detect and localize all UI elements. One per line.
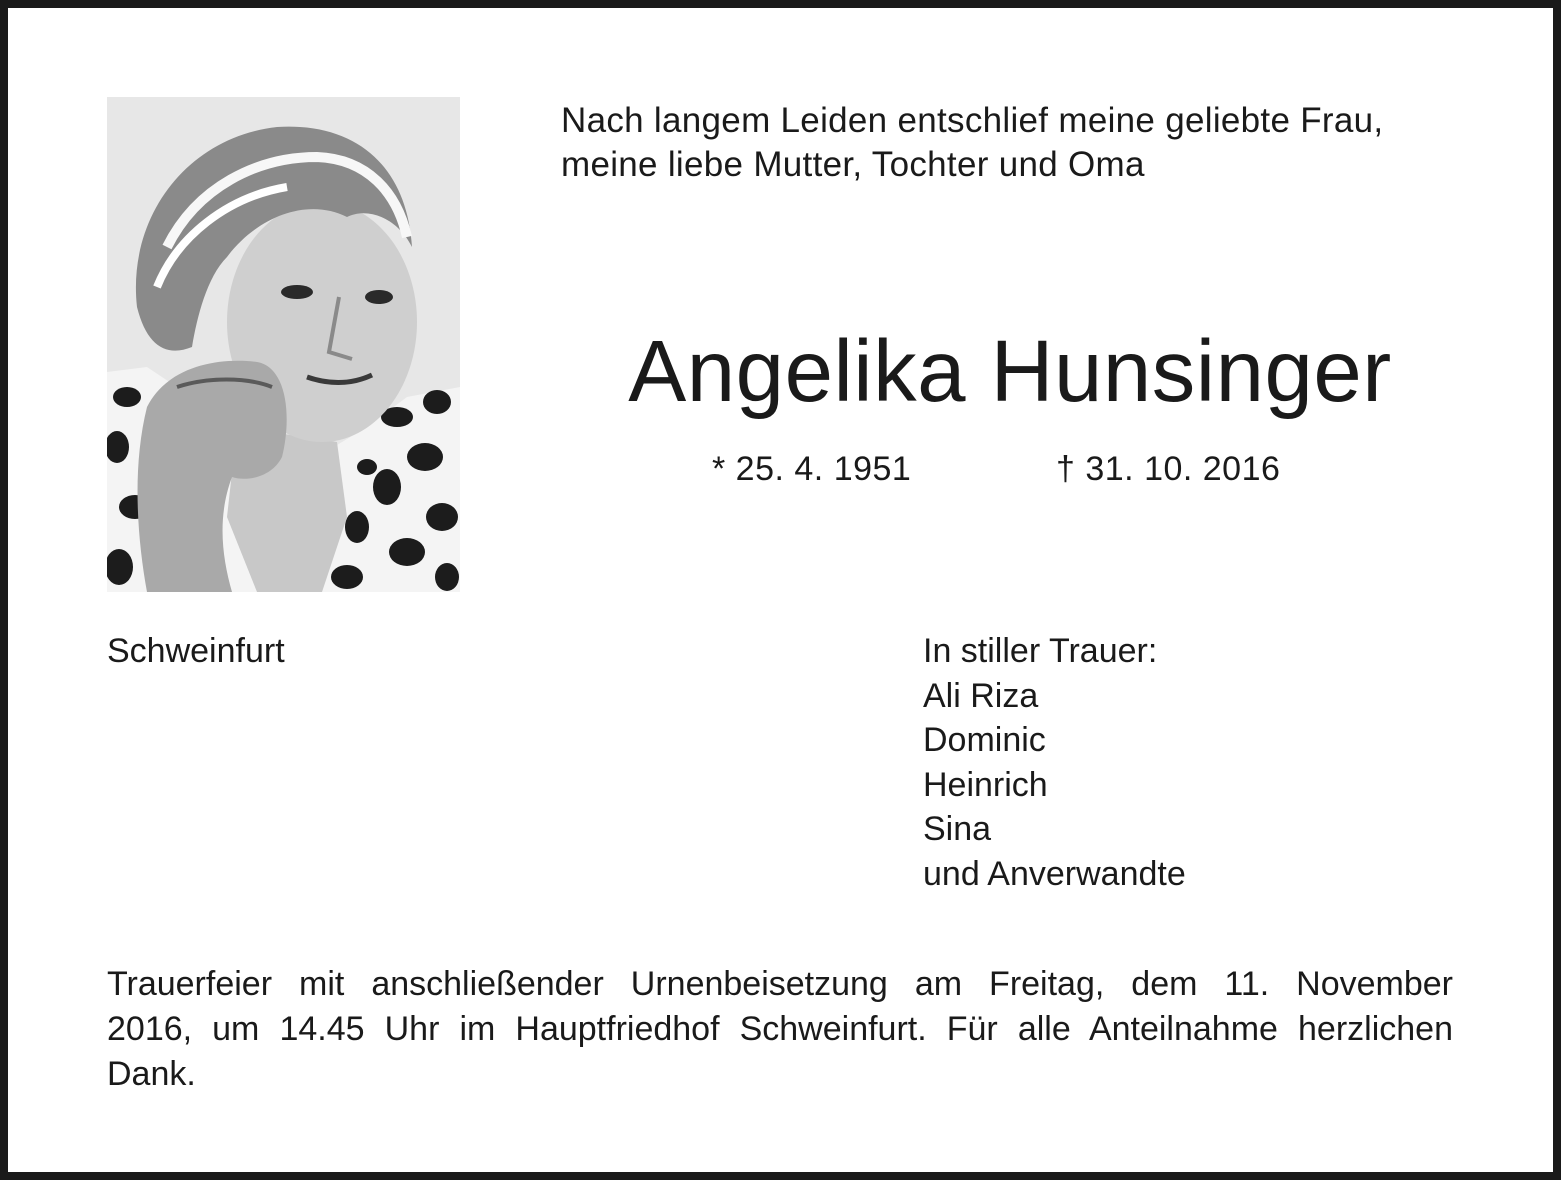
intro-line: Nach langem Leiden entschlief meine geliebte Frau, <box>561 101 1384 140</box>
mourner-name: Sina <box>923 810 992 848</box>
mourners-list <box>923 629 1186 896</box>
funeral-info <box>107 962 1453 1097</box>
place-name: Schweinfurt <box>107 632 285 670</box>
footer-line: 2016, um 14.45 Uhr im Hauptfriedhof Schweinfurt. Für alle Anteilnahme herzlichen <box>107 1010 1453 1048</box>
mourners-heading: In stiller Trauer: <box>923 632 1158 670</box>
mourner-name: Heinrich <box>923 765 1048 804</box>
mourner-name: und Anverwandte <box>923 854 1186 893</box>
intro-text <box>561 99 1481 187</box>
death-date: † 31. 10. 2016 <box>1056 450 1281 488</box>
mourner-name: Ali Riza <box>923 676 1039 715</box>
mourner-name: Dominic <box>923 721 1046 759</box>
intro-line: meine liebe Mutter, Tochter und Oma <box>561 145 1145 184</box>
footer-line: Trauerfeier mit anschließender Urnenbeisetzung am Freitag, dem 11. November <box>107 965 1453 1003</box>
footer-line: Dank. <box>107 1055 196 1093</box>
birth-date: * 25. 4. 1951 <box>712 450 912 488</box>
portrait-photo <box>107 97 460 592</box>
deceased-name: Angelika Hunsinger <box>628 323 1392 420</box>
